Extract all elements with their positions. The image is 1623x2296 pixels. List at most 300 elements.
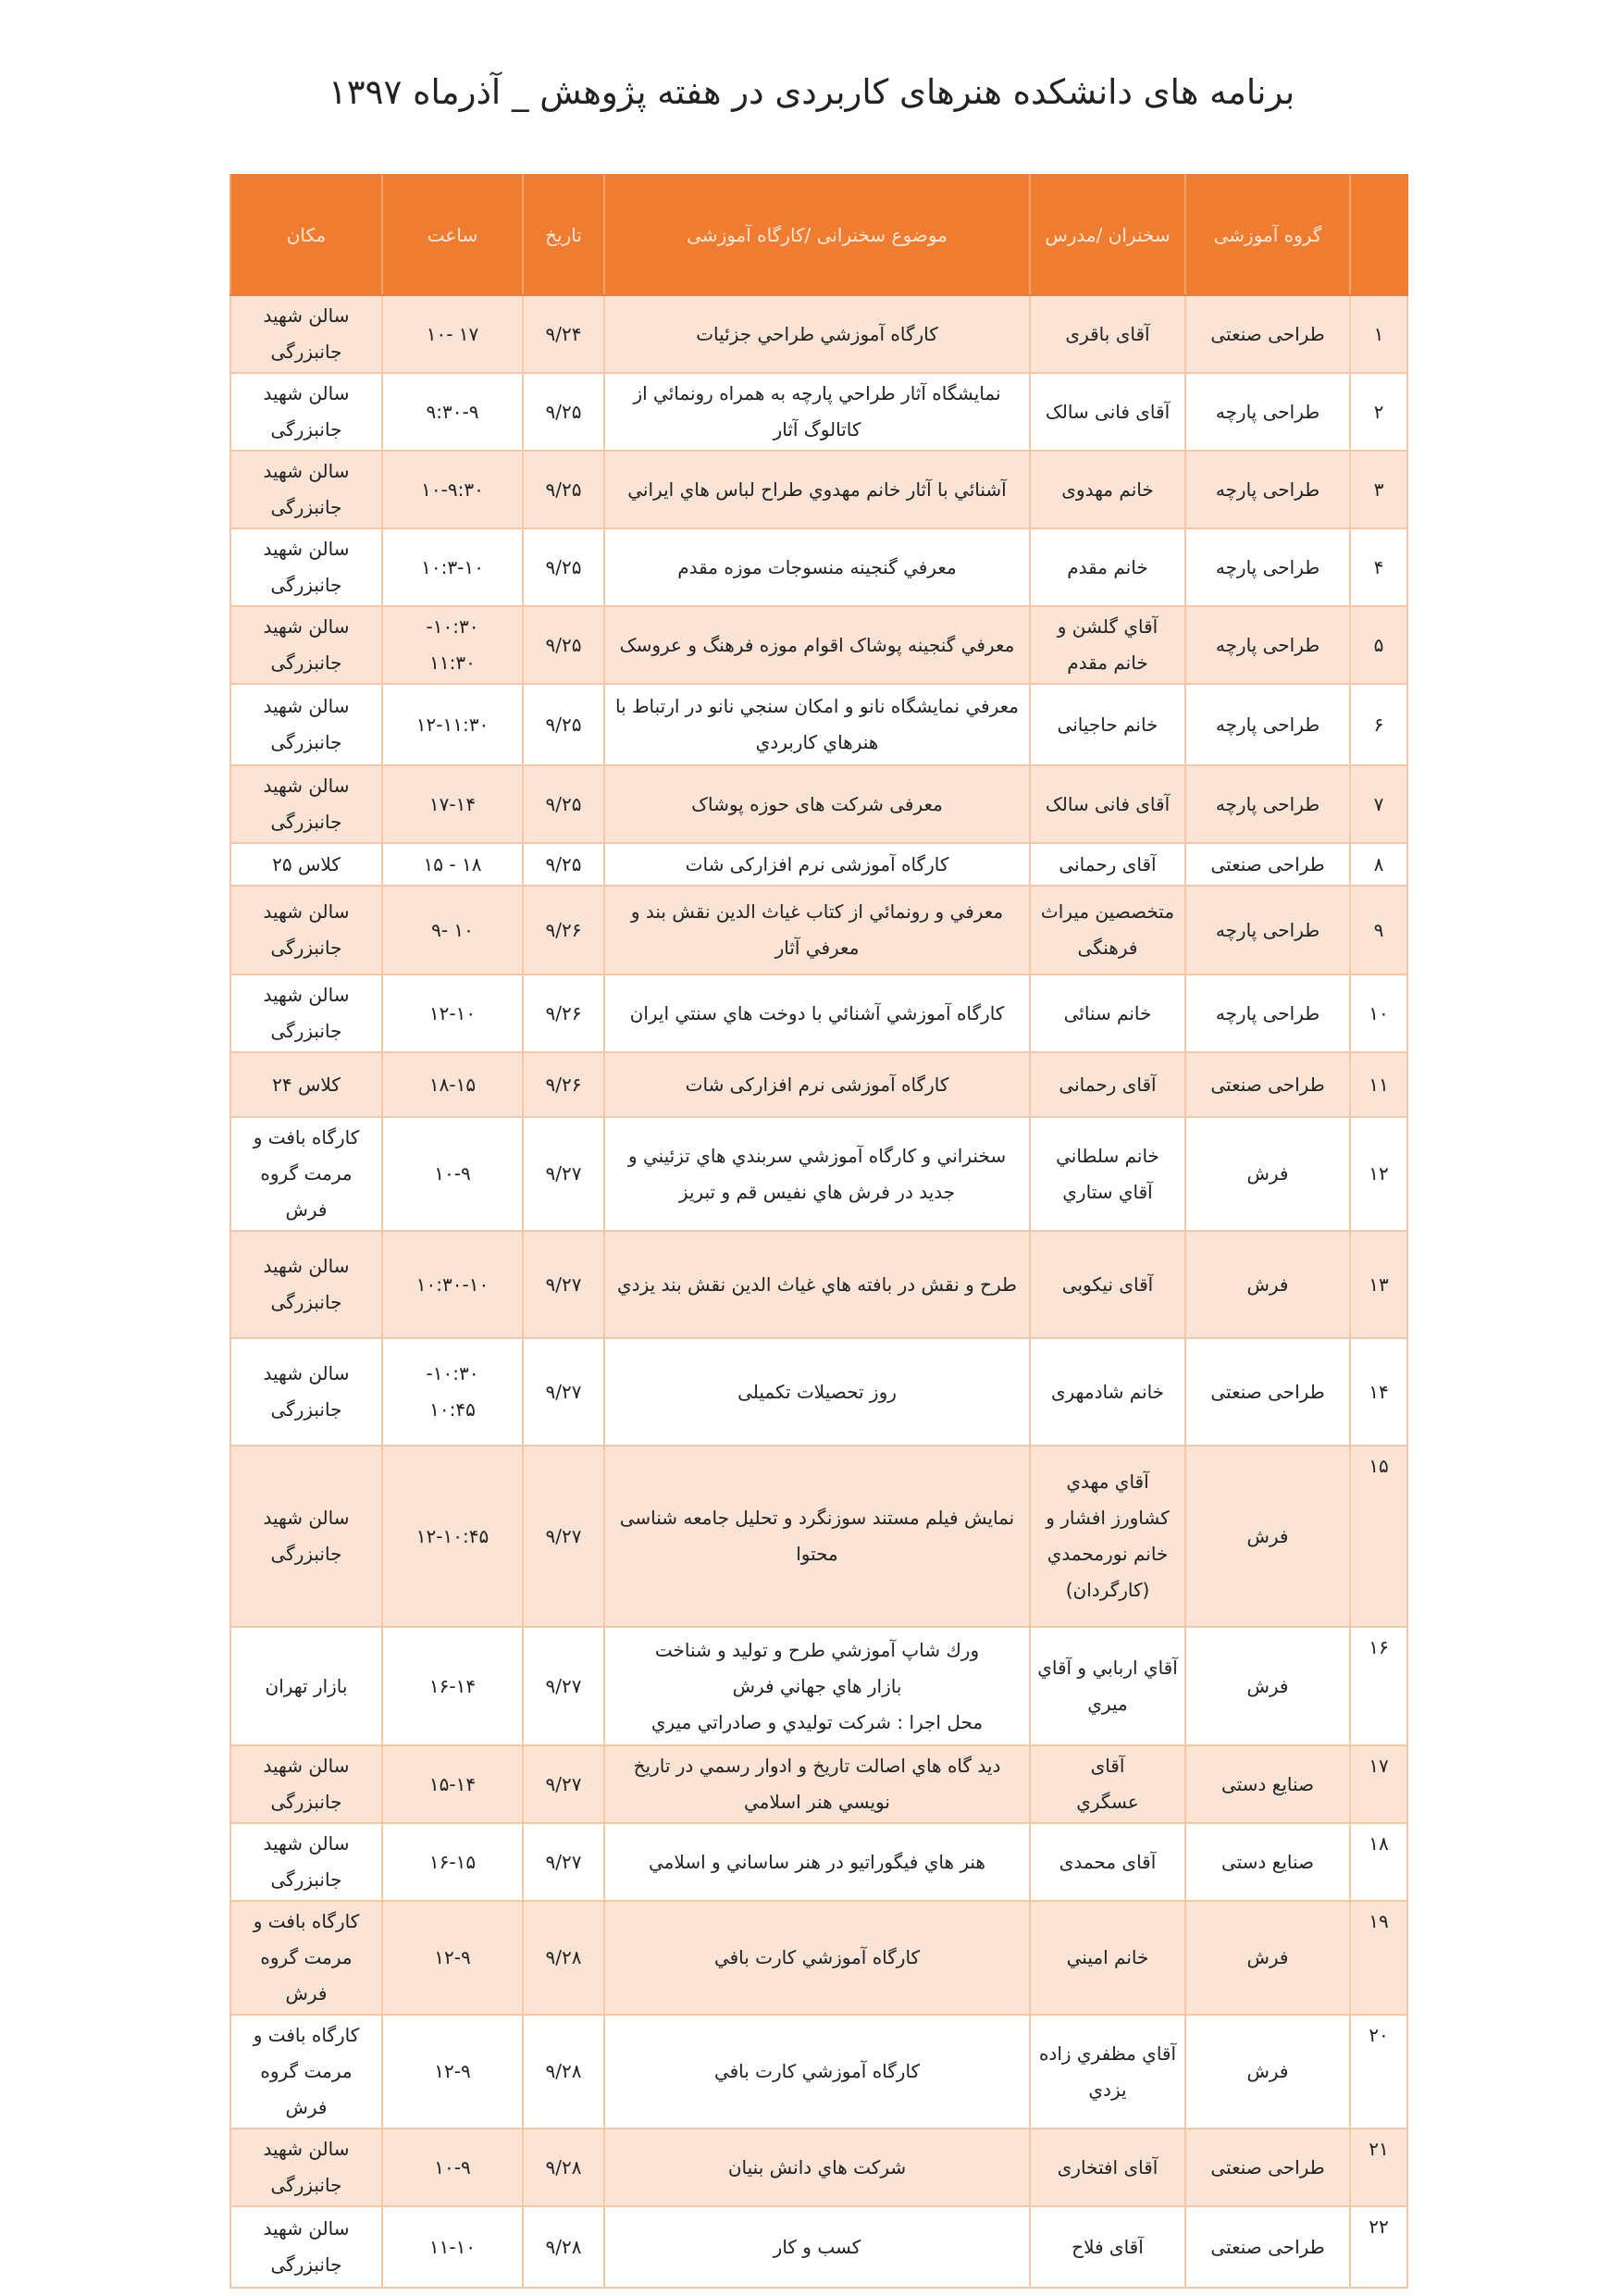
cell-group-text: صنایع دستی — [1220, 1850, 1315, 1873]
cell-speaker-text: خانم مقدم — [1067, 555, 1148, 578]
table-row — [230, 1823, 1407, 1901]
cell-topic-text: معرفی شرکت های حوزه پوشاک — [691, 792, 943, 815]
cell-place-text: سالن شهید جانبزرگی — [263, 615, 350, 674]
cell-speaker-text: آقای محمدی — [1059, 1850, 1157, 1873]
header-row — [230, 175, 1407, 295]
cell-group — [1185, 843, 1350, 886]
cell-speaker — [1030, 886, 1185, 974]
cell-topic — [604, 1745, 1030, 1823]
cell-topic-text: هنر هاي فيگوراتيو در هنر ساساني و اسلامي — [649, 1850, 985, 1873]
cell-group-text: فرش — [1246, 1162, 1289, 1185]
cell-date — [523, 684, 604, 765]
table-row — [230, 974, 1407, 1052]
header-time: ساعت — [382, 175, 523, 295]
cell-time-text: ۱۶-۱۵ — [428, 1850, 477, 1873]
cell-topic-text: نمايش فيلم مستند سوزنگرد و تحليل جامعه شناسی محتوا — [619, 1507, 1015, 1565]
cell-time — [382, 2206, 523, 2288]
header-topic: موضوع سخنرانی /کارگاه آموزشی — [604, 175, 1030, 295]
cell-speaker — [1030, 606, 1185, 684]
cell-speaker-text: خانم اميني — [1066, 1946, 1149, 1968]
cell-speaker — [1030, 528, 1185, 606]
cell-speaker-text: آقاي مهدي کشاورز افشار و خانم نورمحمدي (کارگردان) — [1046, 1471, 1170, 1601]
cell-place-text: سالن شهید جانبزرگی — [263, 304, 350, 363]
cell-num-text: ۱۷ — [1369, 1755, 1389, 1777]
cell-speaker — [1030, 1745, 1185, 1823]
cell-num — [1350, 1231, 1407, 1338]
cell-date-text: ۹/۲۶ — [545, 918, 582, 941]
cell-place-text: سالن شهید جانبزرگی — [263, 538, 350, 596]
cell-place-text: سالن شهید جانبزرگی — [263, 1507, 350, 1565]
cell-group — [1185, 1231, 1350, 1338]
cell-place — [230, 1823, 382, 1901]
cell-group — [1185, 886, 1350, 974]
cell-speaker-text: آقای عسگري — [1076, 1755, 1139, 1813]
cell-topic-text: معرفي گنجينه منسوجات موزه مقدم — [677, 555, 957, 578]
cell-place-text: کلاس ۲۵ — [272, 852, 341, 875]
cell-time — [382, 606, 523, 684]
cell-date — [523, 1052, 604, 1117]
table-row — [230, 606, 1407, 684]
cell-speaker-text: آقای باقری — [1065, 322, 1150, 345]
table-body — [230, 295, 1407, 2288]
cell-group-text: طراحی پارچه — [1215, 633, 1320, 656]
cell-group-text: صنایع دستی — [1220, 1772, 1315, 1795]
cell-num-text: ۲۰ — [1369, 2024, 1389, 2046]
table-row — [230, 1052, 1407, 1117]
page-title: برنامه های دانشکده هنرهای کاربردی در هفته پژوهش _ آذرماه ۱۳۹۷ — [328, 72, 1295, 112]
cell-group — [1185, 451, 1350, 528]
cell-topic — [604, 684, 1030, 765]
cell-place-text: سالن شهید جانبزرگی — [263, 1362, 350, 1421]
cell-num — [1350, 2206, 1407, 2288]
cell-topic — [604, 1052, 1030, 1117]
cell-date — [523, 451, 604, 528]
cell-num — [1350, 1823, 1407, 1901]
cell-group-text: طراحی صنعتی — [1210, 322, 1325, 345]
cell-place — [230, 765, 382, 843]
cell-place-text: کارگاه بافت و مرمت گروه فرش — [253, 2024, 360, 2118]
cell-time-text: ۱۸-۱۵ — [428, 1073, 477, 1096]
table-row — [230, 373, 1407, 451]
cell-num — [1350, 765, 1407, 843]
cell-group — [1185, 1627, 1350, 1745]
cell-num-text: ۴ — [1373, 555, 1384, 578]
cell-speaker — [1030, 2206, 1185, 2288]
cell-group — [1185, 1823, 1350, 1901]
cell-place — [230, 528, 382, 606]
cell-topic — [604, 528, 1030, 606]
cell-num — [1350, 373, 1407, 451]
cell-group-text: طراحی پارچه — [1215, 555, 1320, 578]
cell-date-text: ۹/۲۷ — [545, 1850, 582, 1873]
cell-date-text: ۹/۲۵ — [545, 792, 582, 815]
cell-time — [382, 1901, 523, 2015]
cell-num-text: ۱۵ — [1369, 1455, 1389, 1477]
cell-num — [1350, 1901, 1407, 2015]
cell-speaker — [1030, 974, 1185, 1052]
cell-topic — [604, 2206, 1030, 2288]
cell-speaker — [1030, 843, 1185, 886]
cell-date-text: ۹/۲۶ — [545, 1073, 582, 1096]
cell-time — [382, 1052, 523, 1117]
table-row — [230, 451, 1407, 528]
cell-date-text: ۹/۲۸ — [545, 1946, 582, 1968]
cell-group — [1185, 1901, 1350, 2015]
cell-time — [382, 843, 523, 886]
cell-topic-text: ورك شاپ آموزشي طرح و توليد و شناخت بازار هاي جهاني فرش محل اجرا : شرکت توليدي و صادراتي ميري — [650, 1638, 984, 1733]
cell-group-text: فرش — [1246, 1674, 1289, 1697]
cell-speaker — [1030, 1338, 1185, 1446]
cell-time-text: ۱۲-۱۰:۴۵ — [415, 1524, 489, 1547]
cell-place-text: کلاس ۲۴ — [272, 1073, 341, 1096]
cell-topic-text: دید گاه هاي اصالت تاريخ و ادوار رسمي در تاريخ نويسي هنر اسلامي — [633, 1755, 1001, 1813]
cell-group-text: طراحی صنعتی — [1210, 2155, 1325, 2178]
cell-time — [382, 1338, 523, 1446]
cell-num — [1350, 606, 1407, 684]
cell-time-text: ۱۵-۱۴ — [428, 1772, 477, 1795]
cell-num-text: ۲ — [1373, 400, 1384, 423]
cell-topic — [604, 886, 1030, 974]
cell-speaker — [1030, 2128, 1185, 2206]
cell-num-text: ۳ — [1373, 478, 1384, 501]
cell-num — [1350, 886, 1407, 974]
cell-num-text: ۱۳ — [1369, 1272, 1389, 1296]
cell-speaker-text: آقاي مظفري زاده يزدي — [1038, 2042, 1177, 2101]
cell-time-text: ۱۰-۹ — [434, 2155, 471, 2178]
table-row — [230, 886, 1407, 974]
cell-place-text: کارگاه بافت و مرمت گروه فرش — [253, 1910, 360, 2004]
cell-place-text: سالن شهید جانبزرگی — [263, 775, 350, 833]
cell-time — [382, 528, 523, 606]
cell-group — [1185, 373, 1350, 451]
cell-topic-text: شرکت هاي دانش بنيان — [727, 2155, 907, 2178]
cell-date-text: ۹/۲۸ — [545, 2060, 582, 2082]
cell-date — [523, 295, 604, 373]
cell-place-text: بازار تهران — [265, 1674, 348, 1697]
cell-group — [1185, 1117, 1350, 1231]
cell-num — [1350, 295, 1407, 373]
cell-topic — [604, 2015, 1030, 2128]
cell-time-text: ۹:۳۰-۹ — [426, 400, 479, 423]
cell-time — [382, 1117, 523, 1231]
cell-topic-text: سخنراني و کارگاه آموزشي سربندي هاي تزئيني و جديد در فرش هاي نفيس قم و تبريز — [627, 1144, 1007, 1203]
cell-topic-text: معرفي و رونمائي از کتاب غياث الدين نقش بند و معرفي آثار — [630, 900, 1004, 959]
cell-topic-text: طرح و نقش در بافته هاي غياث الدين نقش بند يزدي — [617, 1272, 1017, 1296]
cell-topic-text: معرفي نمايشگاه نانو و امکان سنجي نانو در ارتباط با هنرهاي کاربردي — [615, 695, 1019, 753]
cell-topic — [604, 765, 1030, 843]
cell-place — [230, 2128, 382, 2206]
cell-group-text: طراحی پارچه — [1215, 478, 1320, 501]
cell-topic — [604, 1446, 1030, 1627]
cell-time — [382, 1823, 523, 1901]
cell-num-text: ۱ — [1373, 322, 1384, 345]
cell-speaker — [1030, 1901, 1185, 2015]
cell-place — [230, 1117, 382, 1231]
table-row — [230, 843, 1407, 886]
cell-date-text: ۹/۲۵ — [545, 852, 582, 875]
cell-num-text: ۱۰ — [1369, 1001, 1389, 1024]
cell-speaker — [1030, 1052, 1185, 1117]
cell-place — [230, 2206, 382, 2288]
cell-topic — [604, 843, 1030, 886]
cell-time-text: ۱۲-۱۱:۳۰ — [415, 713, 489, 736]
cell-speaker-text: آقای فلاح — [1072, 2235, 1144, 2258]
cell-time-text: ۱۶-۱۴ — [428, 1674, 477, 1697]
cell-date-text: ۹/۲۸ — [545, 2235, 582, 2258]
cell-topic-text: آشنائي با آثار خانم مهدوي طراح لباس هاي ايراني — [627, 478, 1007, 501]
cell-time-text: ۱۷ -۱۰ — [426, 322, 479, 345]
cell-group — [1185, 1446, 1350, 1627]
cell-place — [230, 1901, 382, 2015]
cell-place-text: سالن شهید جانبزرگی — [263, 900, 350, 959]
cell-date — [523, 606, 604, 684]
cell-time-text: ۱۰:۳-۱۰ — [421, 555, 484, 578]
cell-speaker — [1030, 1627, 1185, 1745]
cell-speaker-text: خانم شادمهری — [1050, 1380, 1165, 1403]
cell-speaker-text: خانم سنائی — [1063, 1001, 1152, 1024]
cell-group-text: طراحی پارچه — [1215, 400, 1320, 423]
cell-group-text: طراحی پارچه — [1215, 1001, 1320, 1024]
cell-speaker-text: آقاي اربابي و آقاي ميري — [1037, 1657, 1178, 1715]
table-row — [230, 528, 1407, 606]
cell-topic — [604, 1338, 1030, 1446]
cell-num — [1350, 528, 1407, 606]
cell-group — [1185, 1745, 1350, 1823]
cell-group — [1185, 765, 1350, 843]
cell-topic — [604, 974, 1030, 1052]
cell-date-text: ۹/۲۷ — [545, 1772, 582, 1795]
table-row — [230, 2206, 1407, 2288]
cell-time-text: ۱۰:۳۰- ۱۰:۴۵ — [426, 1362, 479, 1421]
cell-topic-text: معرفي گنجينه پوشاک اقوام موزه فرهنگ و عروسک — [619, 633, 1015, 656]
cell-time — [382, 684, 523, 765]
cell-date — [523, 2015, 604, 2128]
cell-date — [523, 886, 604, 974]
cell-num-text: ۱۴ — [1369, 1380, 1389, 1403]
cell-date-text: ۹/۲۷ — [545, 1524, 582, 1547]
cell-topic — [604, 1901, 1030, 2015]
header-speaker: سخنران /مدرس — [1030, 175, 1185, 295]
cell-topic — [604, 2128, 1030, 2206]
cell-speaker-text: خانم مهدوی — [1061, 478, 1154, 501]
cell-place — [230, 974, 382, 1052]
cell-speaker — [1030, 2015, 1185, 2128]
table-row — [230, 1446, 1407, 1627]
schedule-table — [229, 174, 1408, 2289]
cell-time — [382, 2015, 523, 2128]
cell-group-text: فرش — [1246, 1524, 1289, 1547]
cell-group — [1185, 2206, 1350, 2288]
header-date: تاریخ — [523, 175, 604, 295]
cell-group-text: طراحی صنعتی — [1210, 852, 1325, 875]
table-row — [230, 1231, 1407, 1338]
cell-speaker-text: آقای فانی سالک — [1045, 400, 1171, 423]
cell-group — [1185, 295, 1350, 373]
cell-time-text: ۱۲-۹ — [434, 2060, 471, 2082]
cell-speaker-text: آقاي گلشن و خانم مقدم — [1057, 615, 1158, 674]
table-row — [230, 1627, 1407, 1745]
cell-date-text: ۹/۲۷ — [545, 1272, 582, 1296]
cell-speaker-text: خانم حاجيانی — [1057, 713, 1158, 736]
cell-num-text: ۱۱ — [1369, 1073, 1389, 1096]
cell-speaker-text: خانم سلطاني آقاي ستاري — [1056, 1144, 1159, 1203]
cell-num — [1350, 2128, 1407, 2206]
cell-speaker — [1030, 684, 1185, 765]
cell-topic — [604, 1231, 1030, 1338]
cell-date — [523, 974, 604, 1052]
cell-place-text: سالن شهید جانبزرگی — [263, 984, 350, 1042]
cell-topic — [604, 295, 1030, 373]
cell-date — [523, 1446, 604, 1627]
cell-time — [382, 974, 523, 1052]
cell-speaker-text: آقای افتخاری — [1057, 2155, 1158, 2178]
cell-num — [1350, 974, 1407, 1052]
cell-num-text: ۱۹ — [1369, 1910, 1389, 1932]
cell-date-text: ۹/۲۷ — [545, 1380, 582, 1403]
cell-topic-text: کارگاه آموزشي آشنائي با دوخت هاي سنتي ايران — [629, 1001, 1005, 1024]
cell-group — [1185, 1052, 1350, 1117]
cell-place-text: سالن شهید جانبزرگی — [263, 382, 350, 441]
cell-topic-text: کارگاه آموزشي کارت بافي — [713, 1946, 921, 1968]
cell-time — [382, 295, 523, 373]
cell-place-text: سالن شهید جانبزرگی — [263, 2138, 350, 2196]
table-row — [230, 1117, 1407, 1231]
cell-topic — [604, 1117, 1030, 1231]
cell-date — [523, 2206, 604, 2288]
cell-topic — [604, 1823, 1030, 1901]
cell-time-text: ۱۰-۹ — [434, 1162, 471, 1185]
cell-time — [382, 1446, 523, 1627]
cell-num — [1350, 2015, 1407, 2128]
cell-date — [523, 1338, 604, 1446]
header-num — [1350, 175, 1407, 295]
cell-date — [523, 843, 604, 886]
cell-speaker — [1030, 373, 1185, 451]
cell-time-text: ۱۰-۹:۳۰ — [421, 478, 484, 501]
cell-speaker-text: آقای رحمانی — [1059, 1073, 1157, 1096]
cell-date-text: ۹/۲۶ — [545, 1001, 582, 1024]
cell-time-text: ۱۰:۳۰-۱۰ — [415, 1272, 489, 1296]
cell-group — [1185, 606, 1350, 684]
cell-date — [523, 765, 604, 843]
cell-time-text: ۱۰ -۹ — [431, 918, 474, 941]
cell-place — [230, 843, 382, 886]
cell-date — [523, 1627, 604, 1745]
cell-date-text: ۹/۲۵ — [545, 555, 582, 578]
cell-num — [1350, 1338, 1407, 1446]
cell-time-text: ۱۲-۱۰ — [428, 1001, 477, 1024]
cell-place — [230, 1231, 382, 1338]
cell-topic — [604, 1627, 1030, 1745]
cell-num — [1350, 1117, 1407, 1231]
cell-speaker — [1030, 1446, 1185, 1627]
cell-time — [382, 1231, 523, 1338]
cell-speaker — [1030, 451, 1185, 528]
header-place: مکان — [230, 175, 382, 295]
cell-date-text: ۹/۲۷ — [545, 1674, 582, 1697]
cell-time-text: ۱۷-۱۴ — [428, 792, 477, 815]
cell-num-text: ۱۸ — [1369, 1832, 1389, 1855]
cell-date — [523, 528, 604, 606]
cell-group-text: طراحی پارچه — [1215, 713, 1320, 736]
cell-date-text: ۹/۲۵ — [545, 713, 582, 736]
cell-topic-text: کسب و کار — [773, 2235, 861, 2258]
cell-num-text: ۵ — [1373, 633, 1384, 656]
cell-place — [230, 886, 382, 974]
cell-group-text: طراحی صنعتی — [1210, 1380, 1325, 1403]
table-row — [230, 1338, 1407, 1446]
table-row — [230, 2128, 1407, 2206]
cell-group — [1185, 684, 1350, 765]
cell-topic — [604, 451, 1030, 528]
cell-group — [1185, 528, 1350, 606]
cell-topic — [604, 606, 1030, 684]
cell-group-text: طراحی صنعتی — [1210, 1073, 1325, 1096]
cell-group — [1185, 2128, 1350, 2206]
cell-speaker-text: آقای فانی سالک — [1045, 792, 1171, 815]
cell-num-text: ۱۲ — [1369, 1162, 1389, 1185]
cell-date-text: ۹/۲۷ — [545, 1162, 582, 1185]
cell-time-text: ۱۱-۱۰ — [428, 2235, 477, 2258]
cell-speaker-text: آقای نیکوبی — [1061, 1272, 1154, 1296]
cell-num-text: ۱۶ — [1369, 1636, 1389, 1658]
cell-group-text: فرش — [1246, 1946, 1289, 1968]
table-row — [230, 765, 1407, 843]
cell-group — [1185, 1338, 1350, 1446]
cell-num-text: ۸ — [1373, 852, 1384, 875]
cell-topic-text: کارگاه آموزشي کارت بافي — [713, 2060, 921, 2082]
cell-num — [1350, 843, 1407, 886]
cell-time-text: ۱۲-۹ — [434, 1946, 471, 1968]
cell-place-text: کارگاه بافت و مرمت گروه فرش — [253, 1126, 360, 1221]
cell-date — [523, 1823, 604, 1901]
cell-group-text: طراحی پارچه — [1215, 918, 1320, 941]
cell-place — [230, 295, 382, 373]
cell-time-text: ۱۸ - ۱۵ — [423, 852, 482, 875]
cell-topic-text: کارگاه آموزشي طراحي جزئيات — [696, 322, 938, 345]
cell-date-text: ۹/۲۴ — [545, 322, 582, 345]
cell-num-text: ۷ — [1373, 792, 1384, 815]
table-row — [230, 1901, 1407, 2015]
cell-date — [523, 1117, 604, 1231]
cell-place-text: سالن شهید جانبزرگی — [263, 460, 350, 518]
cell-group — [1185, 2015, 1350, 2128]
cell-time — [382, 886, 523, 974]
cell-time — [382, 765, 523, 843]
cell-topic-text: نمايشگاه آثار طراحي پارچه به همراه رونمائي از کاتالوگ آثار — [633, 382, 1001, 441]
table-row — [230, 2015, 1407, 2128]
cell-place — [230, 684, 382, 765]
cell-num — [1350, 1627, 1407, 1745]
cell-place — [230, 606, 382, 684]
cell-num — [1350, 451, 1407, 528]
cell-num — [1350, 1745, 1407, 1823]
cell-place — [230, 1627, 382, 1745]
cell-date-text: ۹/۲۵ — [545, 633, 582, 656]
cell-place — [230, 1446, 382, 1627]
cell-date — [523, 1231, 604, 1338]
cell-date-text: ۹/۲۵ — [545, 478, 582, 501]
cell-num-text: ۹ — [1373, 918, 1384, 941]
cell-time — [382, 1627, 523, 1745]
table-row — [230, 684, 1407, 765]
cell-time — [382, 451, 523, 528]
cell-date — [523, 1745, 604, 1823]
cell-group-text: فرش — [1246, 2060, 1289, 2082]
cell-speaker-text: آقای رحمانی — [1059, 852, 1157, 875]
cell-num — [1350, 684, 1407, 765]
cell-place — [230, 373, 382, 451]
